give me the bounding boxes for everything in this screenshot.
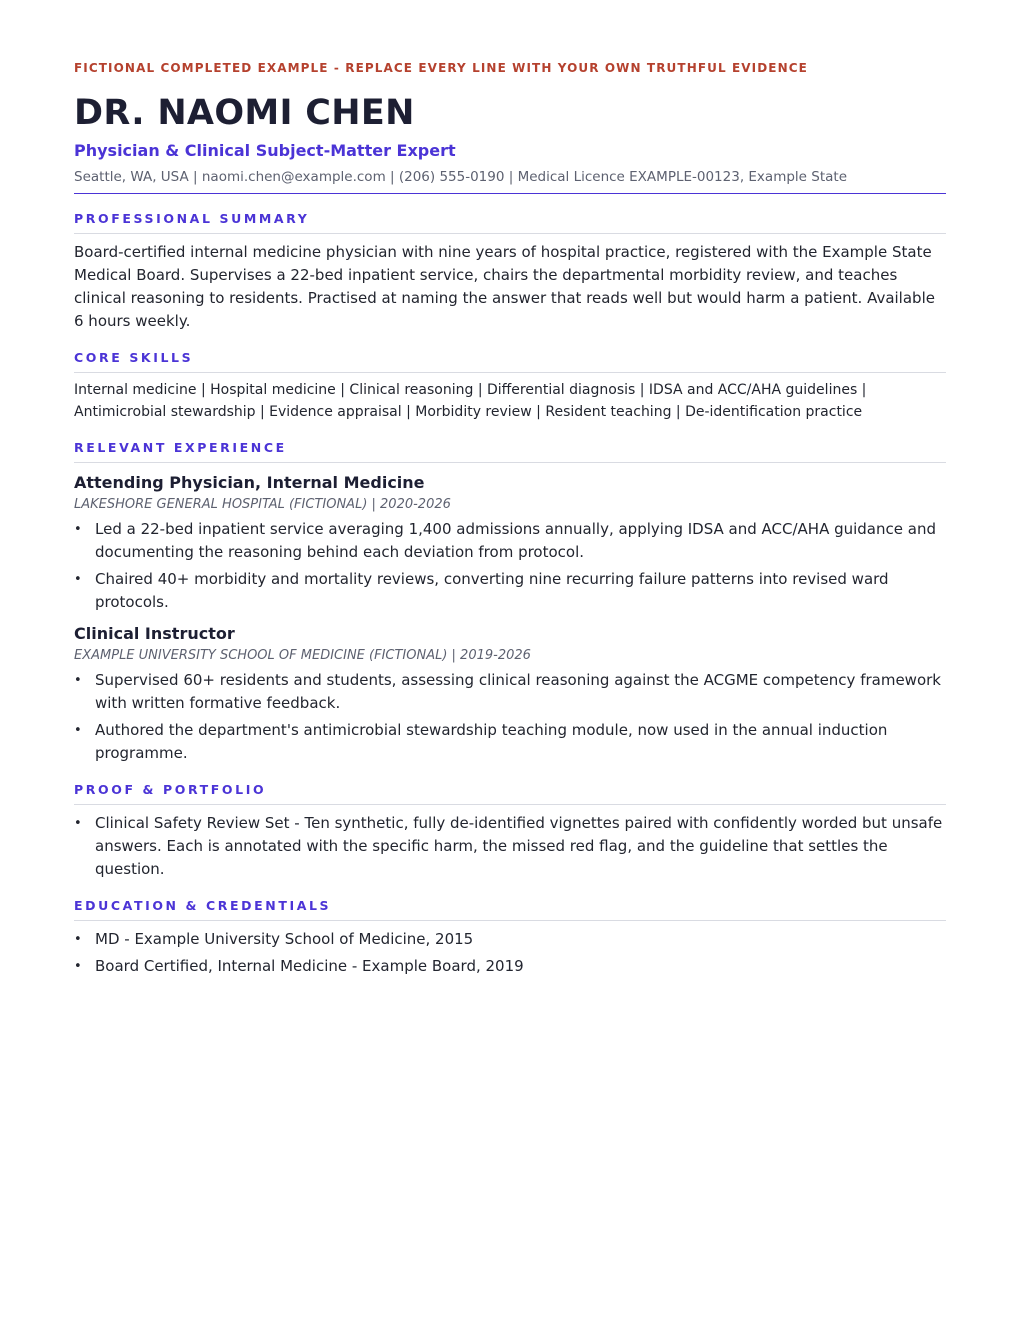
list-item (74, 955, 946, 978)
list-item (74, 812, 946, 881)
experience-section (74, 440, 946, 765)
experience-heading: RELEVANT EXPERIENCE (74, 440, 946, 463)
portfolio-section (74, 782, 946, 881)
bullet-text: Led a 22-bed inpatient service averaging 1,400 admissions annually, applying IDSA and ACC/AHA guidance and documenting the reasoning behind each deviation from protocol. (95, 520, 936, 561)
job-employer-dates: EXAMPLE UNIVERSITY SCHOOL OF MEDICINE (FICTIONAL) | 2019-2026 (74, 648, 531, 663)
candidate-role: Physician & Clinical Subject-Matter Expert (74, 141, 456, 160)
job-employer-dates: LAKESHORE GENERAL HOSPITAL (FICTIONAL) | 2020-2026 (74, 497, 451, 512)
education-section (74, 898, 946, 978)
bullet-text: Board Certified, Internal Medicine - Example Board, 2019 (95, 957, 524, 975)
education-bullets (74, 928, 946, 978)
list-item (74, 568, 946, 614)
job-bullets (74, 518, 946, 614)
skills-section (74, 350, 946, 423)
list-item (74, 518, 946, 564)
bullet-text: Clinical Safety Review Set - Ten synthetic, fully de-identified vignettes paired with confidently worded but unsafe answers. Each is annotated with the specific harm, the missed red flag, and the guideline that settles the question. (95, 814, 943, 878)
example-banner: FICTIONAL COMPLETED EXAMPLE - REPLACE EVERY LINE WITH YOUR OWN TRUTHFUL EVIDENCE (74, 61, 808, 75)
contact-line: Seattle, WA, USA | naomi.chen@example.com | (206) 555-0190 | Medical Licence EXAMPLE-00123, Example State (74, 167, 946, 194)
skills-text: Internal medicine | Hospital medicine | Clinical reasoning | Differential diagnosis | IDSA and ACC/AHA guidelines | Antimicrobial stewardship | Evidence appraisal | Morbidity review | Resident teaching | De-identification practice (74, 382, 867, 420)
summary-text: Board-certified internal medicine physician with nine years of hospital practice, registered with the Example State Medical Board. Supervises a 22-bed inpatient service, chairs the departmental morbidity review, and teaches clinical reasoning to residents. Practised at naming the answer that reads well but would harm a patient. Available 6 hours weekly. (74, 243, 935, 330)
skills-heading: CORE SKILLS (74, 350, 946, 373)
bullet-icon: • (74, 959, 82, 974)
list-item (74, 928, 946, 951)
summary-section (74, 211, 946, 333)
bullet-icon: • (74, 673, 82, 688)
job-bullets (74, 669, 946, 765)
job-title: Clinical Instructor (74, 624, 235, 643)
education-heading: EDUCATION & CREDENTIALS (74, 898, 946, 921)
job-entry (74, 623, 946, 765)
bullet-text: Supervised 60+ residents and students, assessing clinical reasoning against the ACGME competency framework with written formative feedback. (95, 671, 941, 712)
bullet-text: Authored the department's antimicrobial stewardship teaching module, now used in the annual induction programme. (95, 721, 888, 762)
list-item (74, 719, 946, 765)
list-item (74, 669, 946, 715)
candidate-name: DR. NAOMI CHEN (74, 93, 415, 133)
bullet-text: Chaired 40+ morbidity and mortality reviews, converting nine recurring failure patterns into revised ward protocols. (95, 570, 889, 611)
portfolio-bullets (74, 812, 946, 881)
bullet-icon: • (74, 522, 82, 537)
bullet-icon: • (74, 723, 82, 738)
bullet-icon: • (74, 816, 82, 831)
bullet-text: MD - Example University School of Medicine, 2015 (95, 930, 474, 948)
bullet-icon: • (74, 932, 82, 947)
job-entry (74, 472, 946, 614)
bullet-icon: • (74, 572, 82, 587)
summary-heading: PROFESSIONAL SUMMARY (74, 211, 946, 234)
portfolio-heading: PROOF & PORTFOLIO (74, 782, 946, 805)
job-title: Attending Physician, Internal Medicine (74, 473, 425, 492)
